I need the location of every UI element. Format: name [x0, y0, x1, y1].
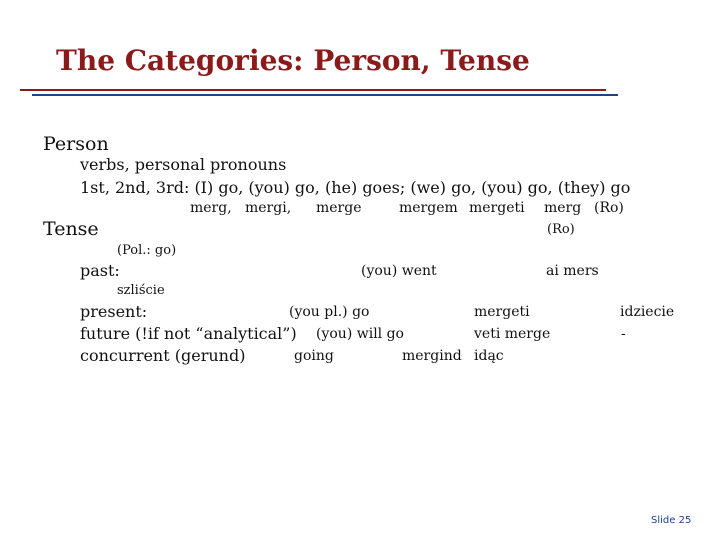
past-label: past:	[80, 261, 120, 280]
ro-form-1: merg,	[190, 200, 232, 216]
future-label: future (!if not “analytical”)	[80, 324, 297, 343]
ro-form-4: mergem	[399, 200, 458, 216]
present-ro: mergeti	[474, 304, 530, 320]
title-underline-blue	[32, 94, 618, 96]
present-label: present:	[80, 302, 148, 321]
tense-ro-tag: (Ro)	[547, 222, 575, 237]
tense-heading: Tense	[43, 218, 99, 240]
present-en: (you pl.) go	[289, 304, 370, 320]
concurrent-label: concurrent (gerund)	[80, 346, 246, 365]
slide-title: The Categories: Person, Tense	[56, 44, 530, 77]
present-pl: idziecie	[620, 304, 675, 320]
future-pl: -	[621, 326, 626, 342]
person-line-1: verbs, personal pronouns	[80, 155, 287, 174]
slide-number: Slide 25	[651, 515, 692, 526]
past-en: (you) went	[361, 263, 437, 279]
future-en: (you) will go	[316, 326, 404, 342]
tense-pol-tag: (Pol.: go)	[117, 243, 177, 258]
concurrent-ro: mergind	[402, 348, 462, 364]
ro-form-2: mergi,	[245, 200, 292, 216]
ro-form-3: merge	[316, 200, 362, 216]
title-underline-red	[20, 89, 606, 91]
future-ro: veti merge	[474, 326, 551, 342]
ro-form-6: merg	[544, 200, 582, 216]
person-heading: Person	[43, 133, 109, 155]
past-pl: szliście	[117, 283, 165, 298]
concurrent-en: going	[294, 348, 334, 364]
ro-form-5: mergeti	[469, 200, 525, 216]
concurrent-pl: idąc	[474, 348, 504, 364]
person-ro-tag: (Ro)	[594, 200, 624, 216]
past-ro: ai mers	[546, 263, 599, 279]
person-line-2: 1st, 2nd, 3rd: (I) go, (you) go, (he) goes; (we) go, (you) go, (they) go	[80, 178, 631, 197]
